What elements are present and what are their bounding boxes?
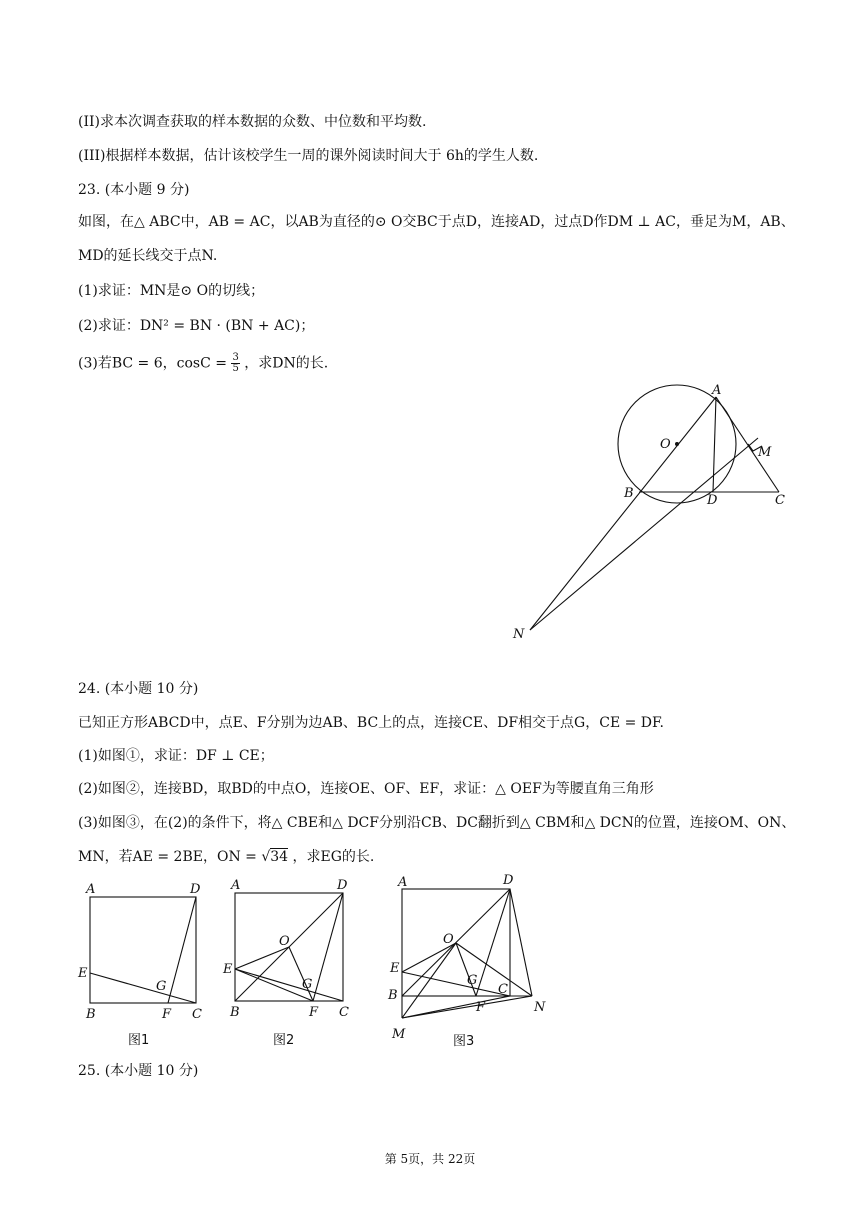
fig3-label-c: C (498, 982, 508, 997)
label-a: A (712, 383, 722, 398)
fig3-line-mn (402, 996, 532, 1018)
fig2-label-b: B (230, 1005, 240, 1020)
q24-part2: (2)如图②，连接BD，取BD的中点O，连接OE、OF、EF，求证：△ OEF为等腰直角三角形 (78, 781, 654, 797)
fig1-label-a: A (86, 882, 96, 897)
fig3-line-om (402, 943, 456, 1018)
sqrt-radicand: 34 (270, 849, 289, 865)
fig1-square (90, 897, 196, 1003)
label-o: O (660, 437, 671, 452)
fig3-line-df (476, 889, 510, 996)
sqrt-symbol: √34 (261, 849, 289, 865)
fig2-label-f: F (309, 1005, 319, 1020)
q23-intro-line1: 如图，在△ ABC中，AB = AC，以AB为直径的⊙ O交BC于点D，连接AD，过点D作DM ⊥ AC，垂足为M，AB、 (78, 214, 795, 230)
fig3-label-a: A (398, 875, 408, 890)
q24-part3-text-b: ，求EG的长. (292, 849, 375, 865)
fig1-label-d: D (190, 882, 201, 897)
fig2-line-df (313, 893, 343, 1001)
fig1-label-c: C (192, 1007, 202, 1022)
figure-1 (90, 897, 196, 1003)
q23-part1: (1)求证：MN是⊙ O的切线； (78, 283, 265, 299)
fig2-label-o: O (279, 934, 290, 949)
q24-part1: (1)如图①，求证：DF ⊥ CE； (78, 748, 274, 764)
q23-part2: (2)求证：DN² = BN · (BN + AC)； (78, 318, 315, 334)
fig2-line-oe (235, 947, 289, 969)
fraction-denominator: 5 (232, 363, 239, 374)
figure-3 (402, 889, 532, 1018)
fig2-caption: 图2 (273, 1033, 295, 1048)
fig1-line-df (168, 897, 196, 1003)
fig3-label-o: O (443, 932, 454, 947)
page-footer: 第 5页，共 22页 (384, 1152, 476, 1166)
fig3-line-on (456, 943, 532, 996)
q22-part2: (II)求本次调查获取的样本数据的众数、中位数和平均数. (78, 114, 427, 130)
fig3-label-n: N (534, 1000, 546, 1015)
label-d: D (707, 493, 718, 508)
q24-heading: 24. (本小题 10 分) (78, 681, 199, 697)
label-m: M (758, 445, 772, 460)
q24-part3-text-a: MN，若AE = 2BE，ON = (78, 849, 257, 865)
fig1-label-e: E (78, 966, 88, 981)
fig3-label-f: F (476, 1000, 486, 1015)
fig2-label-d: D (337, 878, 348, 893)
q23-part3-text-b: ，求DN的长. (244, 355, 329, 372)
q22-part3: (III)根据样本数据，估计该校学生一周的课外阅读时间大于 6h的学生人数. (78, 148, 539, 164)
label-n: N (513, 627, 525, 642)
label-c: C (775, 493, 785, 508)
fig1-caption: 图1 (128, 1033, 150, 1048)
fig3-line-of (456, 943, 476, 996)
q23-heading: 23. (本小题 9 分) (78, 182, 190, 198)
q24-intro: 已知正方形ABCD中，点E、F分别为边AB、BC上的点，连接CE、DF相交于点G，CE = DF. (78, 715, 665, 731)
fig3-caption: 图3 (453, 1034, 475, 1049)
label-b: B (624, 486, 634, 501)
fig1-label-g: G (156, 979, 167, 994)
fig3-line-cm (402, 996, 510, 1018)
fig2-label-e: E (223, 962, 233, 977)
q23-intro-line2: MD的延长线交于点N. (78, 248, 218, 264)
q25-heading: 25. (本小题 10 分) (78, 1063, 199, 1079)
fig3-line-dn (510, 889, 532, 996)
fraction-numerator: 3 (232, 352, 239, 363)
fig3-label-e: E (390, 961, 400, 976)
q24-part3-line1: (3)如图③，在(2)的条件下，将△ CBE和△ DCF分别沿CB、DC翻折到△ CBM和△ DCN的位置，连接OM、ON、 (78, 815, 796, 831)
q23-part3-text-a: (3)若BC = 6，cosC = (78, 355, 227, 372)
fig3-line-bd (402, 889, 510, 996)
fig3-label-d: D (503, 873, 514, 888)
fig3-label-g: G (467, 973, 478, 988)
fig2-label-g: G (302, 977, 313, 992)
fig1-line-ec (90, 973, 196, 1003)
fig3-label-b: B (388, 988, 398, 1003)
fig2-label-a: A (231, 878, 241, 893)
fig3-line-ec (402, 972, 510, 996)
fig3-label-m: M (392, 1027, 406, 1042)
fig1-label-b: B (86, 1007, 96, 1022)
fig2-label-c: C (339, 1005, 349, 1020)
fig1-label-f: F (162, 1007, 172, 1022)
fig3-line-oe (402, 943, 456, 972)
